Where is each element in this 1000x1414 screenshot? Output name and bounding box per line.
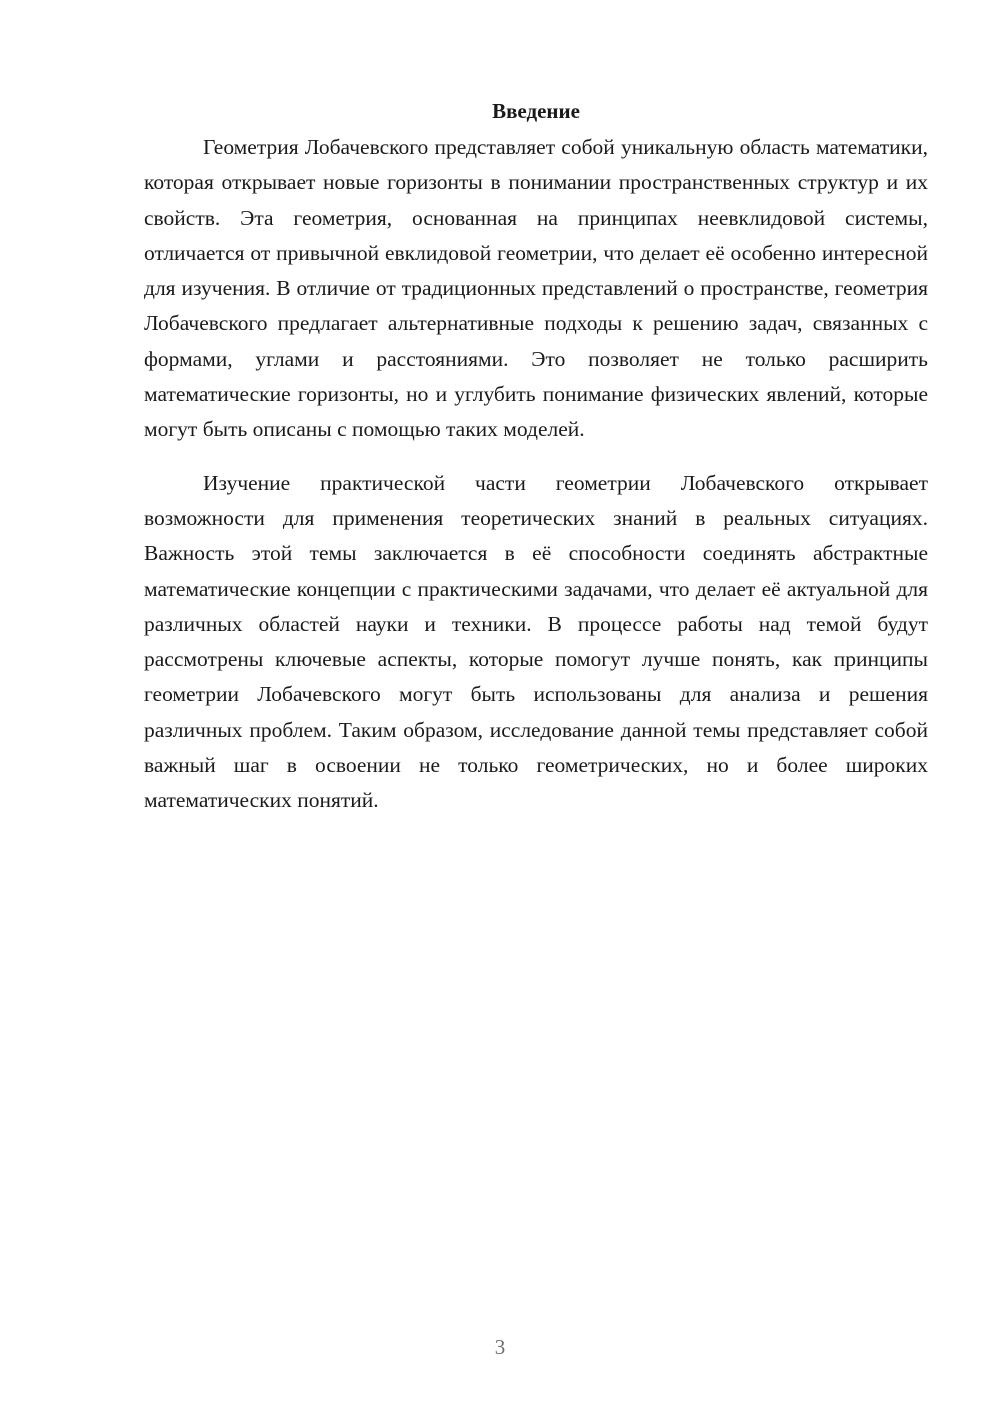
section-heading: Введение — [492, 99, 580, 123]
paragraph-2: Изучение практической части геометрии Лобачевского открывает возможности для применения теоретических знаний в реальных ситуациях. Важность этой темы заключается в её способности соединять абстрактные математические концепции с практическими задачами, что делает её актуальной для различных областей науки и техники. В процессе работы над темой будут рассмотрены ключевые аспекты, которые помогут лучше понять, как принципы геометрии Лобачевского могут быть использованы для анализа и решения различных проблем. Таким образом, исследование данной темы представляет собой важный шаг в освоении не только геометрических, но и более широких математических понятий. — [144, 470, 928, 813]
page-number: 3 — [494, 1335, 506, 1359]
page-content — [144, 96, 928, 819]
paragraph-1: Геометрия Лобачевского представляет собой уникальную область математики, которая открывает новые горизонты в понимании пространственных структур и их свойств. Эта геометрия, основанная на принципах неевклидовой системы, отличается от привычной евклидовой геометрии, что делает её особенно интересной для изучения. В отличие от традиционных представлений о пространстве, геометрия Лобачевского предлагает альтернативные подходы к решению задач, связанных с формами, углами и расстояниями. Это позволяет не только расширить математические горизонты, но и углубить понимание физических явлений, которые могут быть описаны с помощью таких моделей. — [144, 135, 928, 442]
